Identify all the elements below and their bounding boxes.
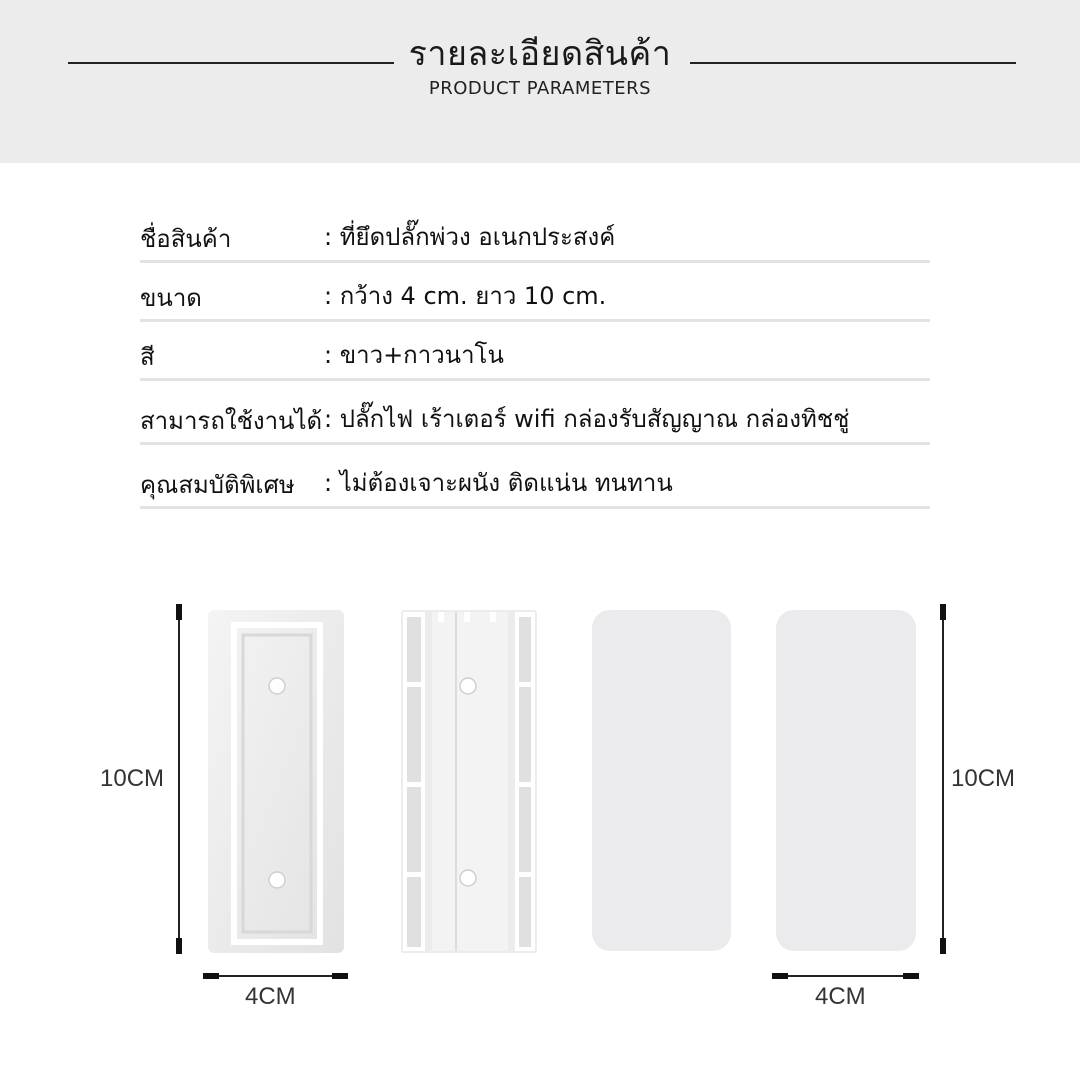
adhesive-pad-image <box>775 609 917 952</box>
height-dimension-line <box>942 606 944 954</box>
page-title: รายละเอียดสินค้า <box>408 34 672 74</box>
spec-row-color <box>140 338 930 381</box>
dimension-cap <box>332 973 348 979</box>
adhesive-pad-image <box>591 609 732 952</box>
spec-row-features <box>140 466 930 509</box>
holder-back-image <box>400 609 538 954</box>
spec-row-name <box>140 220 930 263</box>
width-dimension-line <box>205 975 346 977</box>
spec-label: สี <box>140 343 155 371</box>
spec-value: : ที่ยึดปลั๊กพ่วง อเนกประสงค์ <box>324 223 616 251</box>
height-dimension-line <box>178 606 180 954</box>
page-subtitle: PRODUCT PARAMETERS <box>428 78 652 99</box>
spec-label: ชื่อสินค้า <box>140 225 232 253</box>
dimension-cap <box>203 973 219 979</box>
spec-label: ขนาด <box>140 284 202 312</box>
spec-row-usage <box>140 402 930 445</box>
dimension-cap <box>176 604 182 620</box>
dimension-cap <box>903 973 919 979</box>
spec-value: : กว้าง 4 cm. ยาว 10 cm. <box>324 282 607 310</box>
spec-value: : ขาว+กาวนาโน <box>324 341 504 369</box>
dimension-cap <box>940 938 946 954</box>
holder-front-image <box>207 609 345 954</box>
width-label-left: 4CM <box>245 983 296 1010</box>
spec-value: : ไม่ต้องเจาะผนัง ติดแน่น ทนทาน <box>324 469 673 497</box>
spec-label: คุณสมบัติพิเศษ <box>140 471 295 499</box>
height-label-right: 10CM <box>951 765 1016 792</box>
spec-label: สามารถใช้งานได้ <box>140 407 323 435</box>
width-label-right: 4CM <box>815 983 866 1010</box>
width-dimension-line <box>774 975 917 977</box>
height-label-left: 10CM <box>100 765 165 792</box>
dimension-cap <box>176 938 182 954</box>
spec-value: : ปลั๊กไฟ เร้าเตอร์ wifi กล่องรับสัญญาณ กล่องทิชชู่ <box>324 405 850 433</box>
dimension-cap <box>940 604 946 620</box>
spec-row-size <box>140 279 930 322</box>
dimension-cap <box>772 973 788 979</box>
